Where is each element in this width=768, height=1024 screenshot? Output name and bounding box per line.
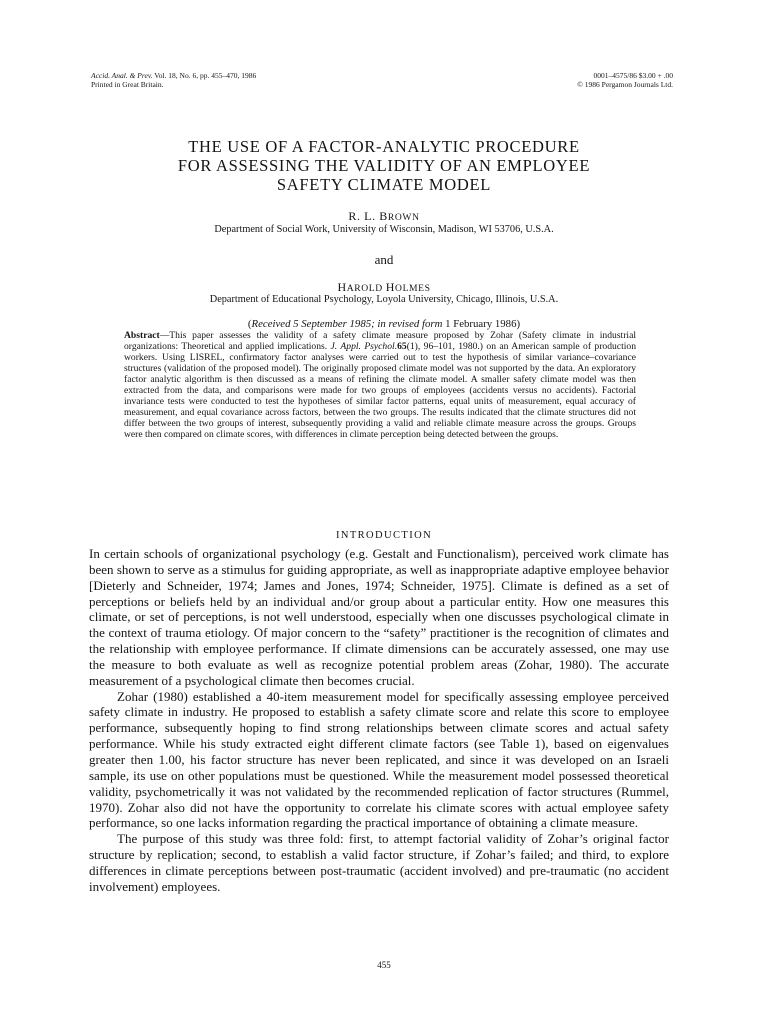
printed-note: Printed in Great Britain. [91,80,164,89]
paragraph: Zohar (1980) established a 40-item measurement model for specifically assessing employee perceived safety climate in industry. He proposed to establish a safety climate score and relate this score to employee performance, subsequently hoping to find strong relationships between climate scores and actual safety performance. While his study extracted eight different climate factors (see Table 1), based on eigenvalues greater then 1.00, his factor structure has never been replicated, and since it was developed on an Israeli sample, its use on other populations must be questioned. While the measurement model possessed theoretical validity, psychometrically it was not validated by the recommended replication of factor structures (Rummel, 1970). Zohar also did not have the opportunity to correlate his climate scores with actual employee safety performance, so one lacks information regarding the practical importance of obtaining a climate measure. [89,688,669,831]
journal-abbreviation: Accid. Anal. & Prev. [91,71,153,80]
author-affiliation: Department of Social Work, University of Wisconsin, Madison, WI 53706, U.S.A. [214,224,554,235]
paragraph: In certain schools of organizational psychology (e.g. Gestalt and Functionalism), perceived work climate has been shown to serve as a stimulus for guiding appropriate, as well as inappropriate adaptive employee behavior [Dieterly and Schneider, 1974; James and Jones, 1974; Schneider, 1975]. Climate is defined as a set of perceptions or beliefs held by an individual and/or group about a particular entity. How one measures this climate, or set of perceptions, is not well understood, especially when one discusses psychological climate in the context of trauma etiology. Of major concern to the “safety” practitioner is the recognition of climates and the relationship with employee performance. If climate dimensions can be accurately assessed, one may use the measure to both evaluate as well as recognize potential problem areas (Zohar, 1980). The accurate measurement of a psychological climate then becomes crucial. [89,546,669,688]
paragraph: The purpose of this study was three fold: first, to attempt factorial validity of Zohar’s original factor structure by replication; second, to establish a valid factor structure, if Zohar’s failed; and third, to explore differences in climate perceptions between post-traumatic (accident involved) and pre-traumatic (no accident involvement) employees. [89,831,669,894]
author-name: R. L. BROWN [348,209,420,223]
abstract-label: Abstract [124,330,160,341]
author-name: HAROLD HOLMES [337,280,431,294]
copyright-line: © 1986 Pergamon Journals Ltd. [577,80,673,89]
page-number: 455 [377,960,391,970]
journal-citation: J. Appl. Psychol. [330,340,398,352]
title-line: SAFETY CLIMATE MODEL [276,175,492,194]
section-heading: INTRODUCTION [335,530,433,541]
author-affiliation: Department of Educational Psychology, Loyola University, Chicago, Illinois, U.S.A. [209,294,559,305]
price-code: 0001–4575/86 $3.00 + .00 [593,71,673,80]
received-dates: (Received 5 September 1985; in revised form 1 February 1986) [247,318,521,330]
title-line: THE USE OF A FACTOR-ANALYTIC PROCEDURE [188,137,580,156]
journal-volume-details: Vol. 18, No. 6, pp. 455–470, 1986 [154,71,257,80]
body-text [89,546,669,895]
running-header-left [91,71,256,89]
abstract: Abstract—This paper assesses the validity of a safety climate measure proposed by Zohar (Safety climate in industrial organizations: Theoretical and applied implications. J. Appl. Psychol.65(1), 96–101, 1980.) on an American sample of production workers. Using LISREL, confirmatory factor analyses were carried out to test the hypothesis of similar variance–covariance structures (validation of the proposed model). The originally proposed climate model was not supported by the data. An exploratory factor analytic algorithm is then discussed as a means of refining the climate model. A smaller safety climate model was then extracted from the data, and comparisons were made for two groups of employees (accidents versus no accidents). Factorial invariance tests were conducted to test the hypotheses of similar factor patterns, equal units of measurement, equal accuracy of measurement, and equal covariance across factors, between the two groups. The results indicated that the climate structures did not differ between the two groups of interest, subsequently providing a valid and reliable climate measure across the groups. Groups were then compared on climate scores, with differences in climate perception being detected between the groups. [124,330,637,440]
author-conjunction: and [374,252,394,267]
title-line: FOR ASSESSING THE VALIDITY OF AN EMPLOYEE [177,156,591,175]
running-header-right [577,71,673,89]
article-title [60,137,708,194]
